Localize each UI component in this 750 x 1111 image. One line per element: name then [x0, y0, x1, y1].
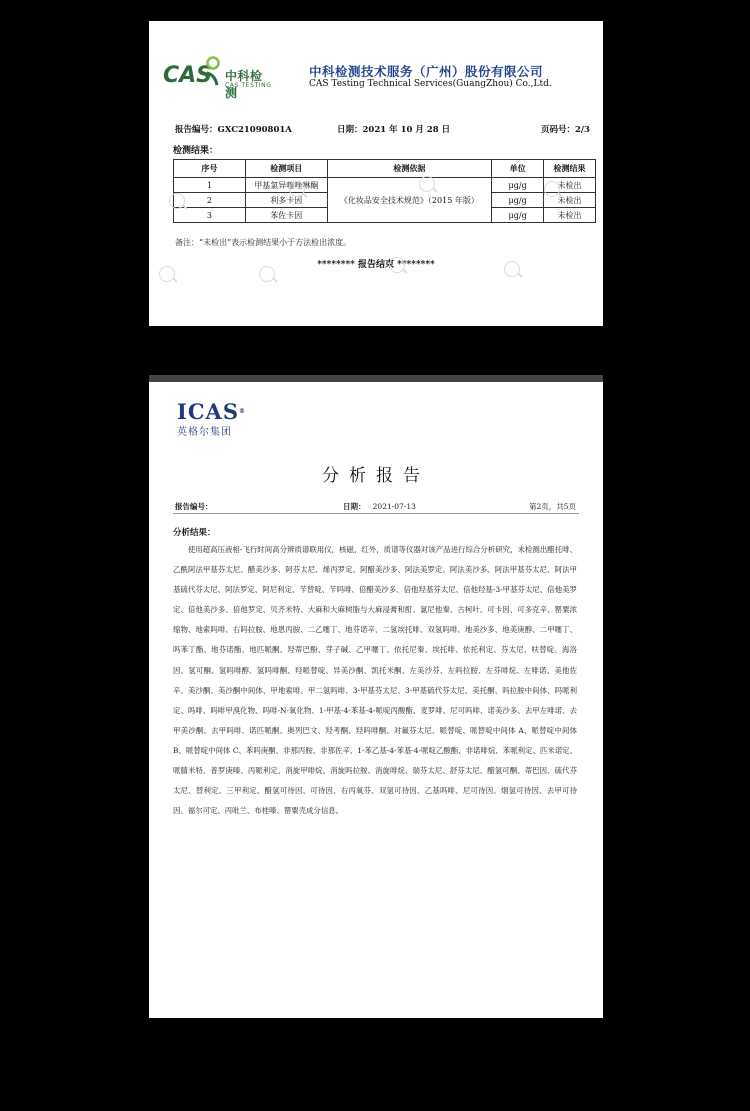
results-table — [173, 159, 596, 223]
cell-no: 2 — [174, 193, 246, 208]
divider — [173, 513, 579, 514]
report-number-label: 报告编号： — [175, 502, 213, 511]
page-top-bar — [149, 375, 603, 382]
table-header-cell: 序号 — [174, 160, 246, 178]
table-header-cell: 单位 — [492, 160, 544, 178]
cas-logo-mark: CAS — [163, 63, 213, 88]
section-title-results: 检测结果： — [173, 146, 219, 156]
icas-logo-word: ICAS — [177, 399, 239, 424]
results-note: 备注：“未检出”表示检测结果小于方法检出浓度。 — [175, 238, 352, 247]
watermark-icon — [159, 266, 175, 282]
watermark-icon — [169, 193, 185, 209]
analysis-report-page-2 — [149, 375, 603, 1018]
watermark-icon — [259, 266, 275, 282]
icas-logo-sub: 英格尔集团 — [177, 427, 232, 438]
section-title-analysis: 分析结果： — [173, 528, 216, 538]
cell-item: 苯佐卡因 — [245, 208, 327, 223]
cell-unit: μg/g — [492, 208, 544, 223]
registered-mark: ® — [239, 408, 246, 415]
analysis-body: 使用超高压液相-飞行时间高分辨质谱联用仪，核磁，红外，质谱等仪器对该产品进行综合分析研究，未检测出醋托啡、乙酰阿法甲基芬太尼、醋美沙多、阿芬太尼、烯丙罗定、阿醋美沙多、阿法美罗定、阿法美沙多、阿法甲基芬太尼、阿法甲基硫代芬太尼、阿法罗定、阿尼利定、苄替啶、苄吗啡、倍醋美沙多、倍他羟基芬太尼、倍他羟基-3-甲基芬太尼、倍他美罗定、倍他美沙多、倍他罗定、贝齐米特、大麻和大麻树脂与大麻浸膏和酊、氯尼他秦、古柯叶、可卡因、可多克辛、罂粟浓缩物、地索吗啡、右吗拉胺、地恩丙胺、二乙噻丁、地芬诺辛、二氢埃托啡、双氢吗啡、地美沙多、地美庚醇、二甲噻丁、吗苯丁酯、地芬诺酯、地匹哌酮、羟蒂巴酚、芽子碱、乙甲噻丁、依托尼秦、埃托啡、依托利定、芬太尼、呋替啶、海洛因、氢可酮、氢吗啡醇、氢吗啡酮、羟哌替啶、异美沙酮、凯托米酮、左美沙芬、左吗拉胺、左芬啡烷、左啡诺、美他佐辛、美沙酮、美沙酮中间体、甲地索啡、甲二氢吗啡、3-甲基芬太尼、3-甲基硫代芬太尼、美托酮、吗拉胺中间体、吗哌利定、吗啡、吗啡甲溴化物、吗啡-N-氧化物、1-甲基-4-苯基-4-哌啶丙酸酯、麦罗啡、尼可吗啡、诺美沙多、去甲左啡诺、去甲美沙酮、去甲吗啡、诺匹哌酮、奥列巴文、羟考酮、羟吗啡酮、对氟芬太尼、哌替啶、哌替啶中间体 A、哌替啶中间体 B、哌替啶中间体 C、苯吗庚酮、非那丙胺、非那佐辛、1-苯乙基-4-苯基-4-哌啶乙酸酯、非诺啡烷、苯哌利定、匹米诺定、哌腈米特、普罗庚嗪、丙哌利定、消旋甲啡烷、消旋吗拉胺、消旋啡烷、瑞芬太尼、舒芬太尼、醋氢可酮、蒂巴因、硫代芬太尼、替利定、三甲利定、醋氢可待因、可待因、右丙氧芬、双氢可待因、乙基吗啡、尼可待因、烟氢可待因、去甲可待因、福尔可定、丙吡兰、布桂嗪、罂粟壳成分信息。 — [173, 545, 577, 816]
cell-basis: 《化妆品安全技术规范》（2015 年版） — [327, 178, 492, 223]
report-date-value: 2021-07-13 — [372, 502, 416, 511]
test-report-page-1 — [149, 21, 603, 326]
cell-unit: μg/g — [492, 193, 544, 208]
cell-item: 利多卡因 — [245, 193, 327, 208]
cas-logo-name-cn: 中科检测 — [225, 69, 263, 100]
report-number: 报告编号：GXC21090801A — [175, 125, 292, 135]
report-date: 日期： 2021-07-13 — [343, 502, 416, 511]
watermark-icon — [289, 181, 305, 197]
table-row — [174, 178, 596, 193]
page-number: 页码号：2/3 — [541, 125, 590, 135]
page-number: 第2页，共5页 — [529, 502, 577, 511]
cell-no: 3 — [174, 208, 246, 223]
report-end-marker: ******** 报告结束 ******** — [317, 260, 435, 270]
watermark-icon — [389, 257, 405, 273]
icas-logo — [177, 401, 246, 438]
cas-logo-name-en: CAS TESTING — [225, 82, 272, 89]
page-title: 分析报告 — [322, 466, 430, 486]
cell-result: 未检出 — [544, 208, 596, 223]
cell-result: 未检出 — [544, 193, 596, 208]
watermark-icon — [544, 181, 560, 197]
table-header-cell: 检测结果 — [544, 160, 596, 178]
cell-item: 甲基氯异噻唑啉酮 — [245, 178, 327, 193]
watermark-icon — [419, 176, 435, 192]
cell-result: 未检出 — [544, 178, 596, 193]
cas-logo — [163, 51, 273, 100]
table-header-cell: 检测项目 — [245, 160, 327, 178]
cell-unit: μg/g — [492, 178, 544, 193]
report-date: 日期：2021 年 10 月 28 日 — [337, 125, 451, 135]
cell-no: 1 — [174, 178, 246, 193]
company-name-cn: 中科检测技术服务（广州）股份有限公司 — [309, 64, 544, 79]
company-name-en: CAS Testing Technical Services(GuangZhou) Co.,Ltd. — [309, 79, 552, 89]
cas-logo-icon — [163, 51, 225, 91]
table-header-cell: 检测依据 — [327, 160, 492, 178]
table-header-row — [174, 160, 596, 178]
watermark-icon — [504, 261, 520, 277]
